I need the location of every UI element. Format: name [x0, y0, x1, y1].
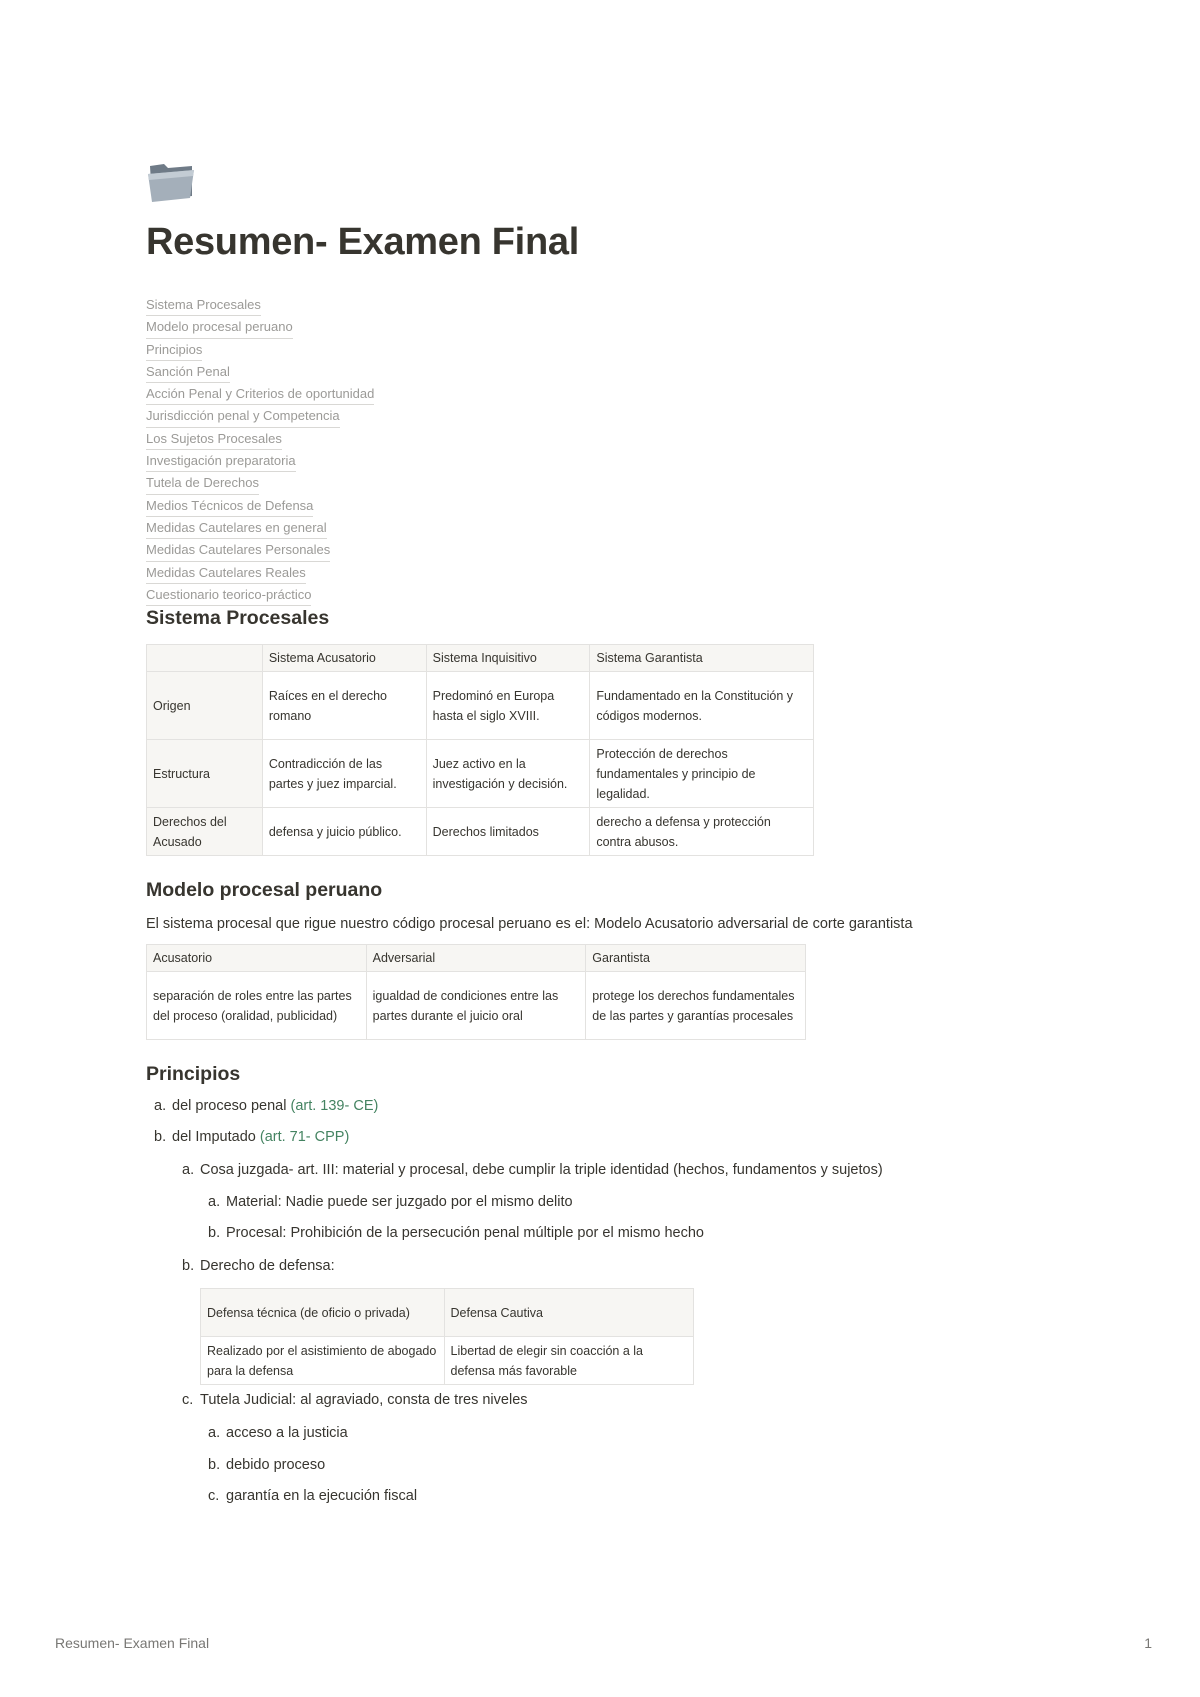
toc-link[interactable]: Medidas Cautelares en general [146, 517, 327, 539]
table-cell: Juez activo en la investigación y decisión. [426, 740, 590, 808]
page-content [146, 156, 1046, 1504]
list-item-text: del proceso penal [172, 1098, 291, 1114]
list-marker: c. [182, 1392, 194, 1408]
sistema-table [146, 644, 814, 856]
folder-icon [146, 156, 198, 204]
list-item-text: Derecho de defensa: [200, 1258, 335, 1274]
table-cell: defensa y juicio público. [262, 808, 426, 856]
table-header-cell: Adversarial [366, 945, 586, 972]
table-header-cell: Defensa Cautiva [444, 1289, 693, 1337]
table-header-cell: Garantista [586, 945, 806, 972]
list-item [208, 1455, 325, 1475]
toc-link[interactable]: Medios Técnicos de Defensa [146, 495, 313, 517]
list-item-text: garantía en la ejecución fiscal [226, 1488, 418, 1504]
list-item [208, 1423, 348, 1443]
table-row [147, 672, 814, 740]
row-header-cell: Estructura [147, 740, 263, 808]
toc-link[interactable]: Sistema Procesales [146, 294, 261, 316]
table-header-cell: Acusatorio [147, 945, 367, 972]
toc-link[interactable]: Cuestionario teorico-práctico [146, 584, 311, 606]
table-cell: Fundamentado en la Constitución y códigos modernos. [590, 672, 814, 740]
row-header-cell: Derechos del Acusado [147, 808, 263, 856]
table-row [147, 808, 814, 856]
page-title: Resumen- Examen Final [146, 221, 579, 263]
section-heading-modelo: Modelo procesal peruano [146, 879, 383, 901]
table-header-cell: Sistema Garantista [590, 645, 814, 672]
table-of-contents [146, 294, 374, 606]
list-item [182, 1160, 883, 1180]
table-cell: Derechos limitados [426, 808, 590, 856]
toc-link[interactable]: Los Sujetos Procesales [146, 428, 282, 450]
table-cell: Protección de derechos fundamentales y principio de legalidad. [590, 740, 814, 808]
list-item [208, 1223, 704, 1243]
list-item [182, 1256, 335, 1276]
table-header-cell: Sistema Inquisitivo [426, 645, 590, 672]
list-marker: a. [208, 1425, 221, 1441]
list-marker: a. [208, 1194, 221, 1210]
article-reference: (art. 71- CPP) [259, 1129, 350, 1145]
list-item [154, 1127, 349, 1147]
toc-link[interactable]: Medidas Cautelares Personales [146, 539, 330, 561]
list-item-text: Tutela Judicial: al agraviado, consta de tres niveles [200, 1392, 528, 1408]
list-marker: b. [182, 1258, 195, 1274]
list-item-text: debido proceso [226, 1457, 326, 1473]
list-marker: a. [182, 1162, 195, 1178]
list-marker: b. [208, 1457, 221, 1473]
table-cell: protege los derechos fundamentales de las partes y garantías procesales [586, 972, 806, 1040]
list-item [182, 1390, 528, 1410]
table-cell: Libertad de elegir sin coacción a la defensa más favorable [444, 1337, 693, 1385]
row-header-cell: Origen [147, 672, 263, 740]
table-cell: Predominó en Europa hasta el siglo XVIII. [426, 672, 590, 740]
section-heading-sistema: Sistema Procesales [146, 607, 330, 629]
toc-link[interactable]: Acción Penal y Criterios de oportunidad [146, 383, 374, 405]
page-number: 1 [1144, 1635, 1152, 1651]
table-cell: Realizado por el asistimiento de abogado para la defensa [201, 1337, 445, 1385]
table-cell: derecho a defensa y protección contra abusos. [590, 808, 814, 856]
toc-link[interactable]: Tutela de Derechos [146, 472, 259, 494]
list-item [154, 1096, 378, 1116]
toc-link[interactable]: Investigación preparatoria [146, 450, 296, 472]
table-header-row [201, 1289, 694, 1337]
modelo-paragraph: El sistema procesal que rigue nuestro código procesal peruano es el: Modelo Acusatorio adversarial de corte garantista [146, 916, 913, 932]
table-header-row [147, 945, 806, 972]
list-item-text: Material: Nadie puede ser juzgado por el mismo delito [226, 1194, 573, 1210]
table-header-cell [147, 645, 263, 672]
list-item-text: del Imputado [172, 1129, 260, 1145]
table-cell: Contradicción de las partes y juez imparcial. [262, 740, 426, 808]
table-header-row [147, 645, 814, 672]
table-header-cell: Defensa técnica (de oficio o privada) [201, 1289, 445, 1337]
list-item-text: Procesal: Prohibición de la persecución penal múltiple por el mismo hecho [226, 1225, 704, 1241]
modelo-table [146, 944, 806, 1040]
article-reference: (art. 139- CE) [290, 1098, 379, 1114]
footer-title: Resumen- Examen Final [55, 1635, 210, 1651]
defensa-table [200, 1288, 694, 1385]
table-cell: separación de roles entre las partes del proceso (oralidad, publicidad) [147, 972, 367, 1040]
toc-link[interactable]: Jurisdicción penal y Competencia [146, 405, 340, 427]
list-item-text: Cosa juzgada- art. III: material y procesal, debe cumplir la triple identidad (hechos, fundamentos y sujetos) [200, 1162, 883, 1178]
table-row [201, 1337, 694, 1385]
list-marker: a. [154, 1098, 167, 1114]
section-heading-principios: Principios [146, 1063, 241, 1085]
toc-link[interactable]: Modelo procesal peruano [146, 316, 293, 338]
toc-link[interactable]: Principios [146, 339, 202, 361]
table-cell: igualdad de condiciones entre las partes durante el juicio oral [366, 972, 586, 1040]
table-header-cell: Sistema Acusatorio [262, 645, 426, 672]
toc-link[interactable]: Medidas Cautelares Reales [146, 562, 306, 584]
list-marker: c. [208, 1488, 220, 1504]
list-item [208, 1192, 573, 1212]
list-marker: b. [208, 1225, 221, 1241]
list-item-text: acceso a la justicia [226, 1425, 348, 1441]
table-row [147, 740, 814, 808]
table-row [147, 972, 806, 1040]
toc-link[interactable]: Sanción Penal [146, 361, 230, 383]
table-cell: Raíces en el derecho romano [262, 672, 426, 740]
list-item [208, 1486, 417, 1506]
list-marker: b. [154, 1129, 167, 1145]
